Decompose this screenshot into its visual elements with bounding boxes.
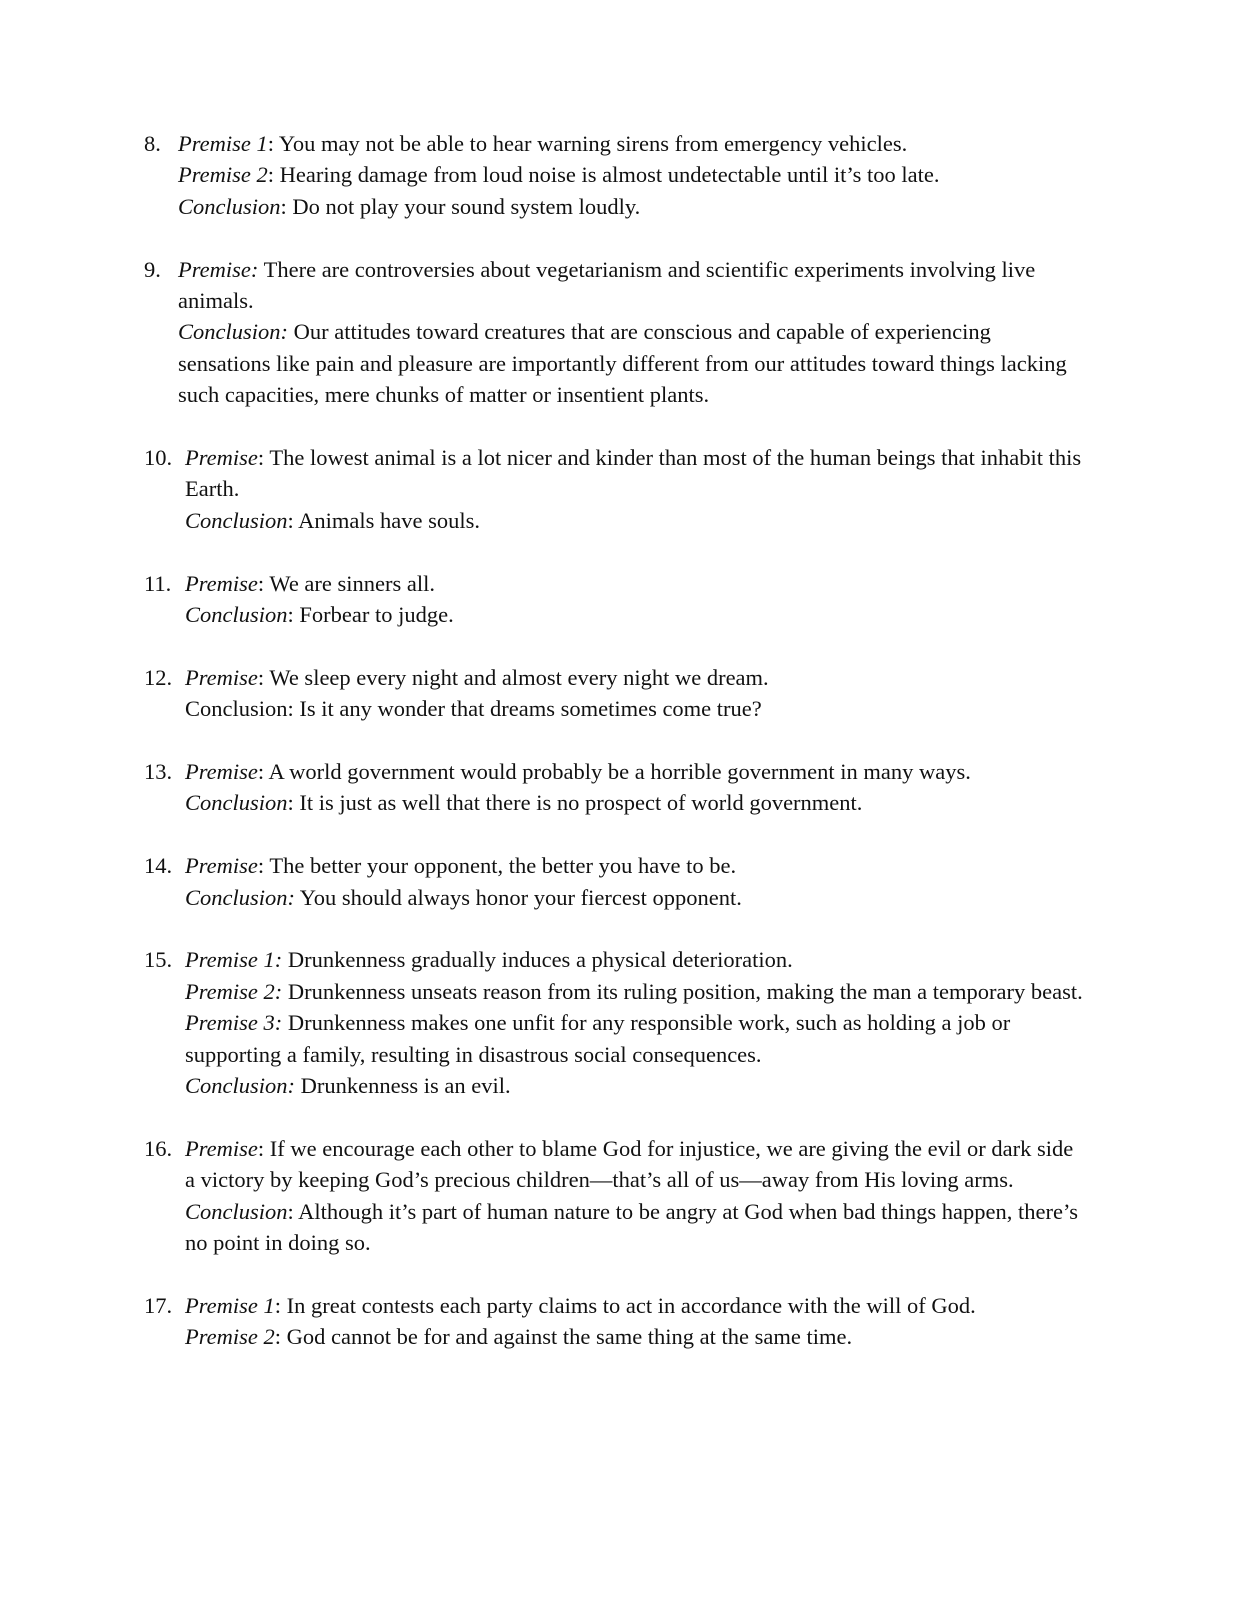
argument-label: Premise 2: bbox=[185, 978, 283, 1004]
argument-label: Conclusion: bbox=[185, 884, 295, 910]
argument-label: Premise 1 bbox=[178, 131, 268, 156]
argument-text: Drunkenness is an evil. bbox=[300, 1073, 511, 1099]
label-separator: : bbox=[257, 759, 269, 785]
label-separator: : bbox=[274, 1324, 287, 1350]
item-number: 17. bbox=[144, 1292, 173, 1318]
list-item bbox=[0, 1290, 1083, 1353]
argument-text: It is just as well that there is no prospect of world government. bbox=[299, 790, 863, 816]
argument-line bbox=[185, 1290, 1083, 1321]
argument-text: Our attitudes toward creatures that are conscious and capable of experiencing sensations like pain and pleasure are importantly different from our attitudes toward things lacking such capacities, mere chunks of matter or insentient plants. bbox=[178, 319, 1067, 408]
argument-label: Conclusion bbox=[185, 507, 288, 533]
argument-text: A world government would probably be a horrible government in many ways. bbox=[268, 759, 971, 785]
list-item bbox=[0, 254, 1083, 411]
argument-text: There are controversies about vegetarianism and scientific experiments involving live animals. bbox=[178, 256, 1036, 314]
argument-line bbox=[185, 662, 1083, 693]
label-separator: : bbox=[274, 1292, 287, 1318]
argument-line bbox=[185, 568, 1083, 599]
argument-line bbox=[178, 159, 1083, 190]
argument-line bbox=[185, 976, 1083, 1007]
argument-text: If we encourage each other to blame God for injustice, we are giving the evil or dark side a victory by keeping God’s precious children—that’s all of us—away from His loving arms. bbox=[185, 1135, 1074, 1193]
argument-line bbox=[185, 756, 1083, 787]
argument-line bbox=[185, 1007, 1083, 1070]
item-number: 8. bbox=[144, 131, 161, 156]
label-separator: : bbox=[287, 507, 299, 533]
list-item bbox=[0, 442, 1083, 536]
argument-text: In great contests each party claims to act in accordance with the will of God. bbox=[286, 1292, 976, 1318]
argument-line bbox=[185, 882, 1083, 913]
argument-label: Premise 2 bbox=[178, 162, 268, 188]
argument-text: Hearing damage from loud noise is almost undetectable until it’s too late. bbox=[279, 162, 940, 188]
argument-line bbox=[178, 128, 1083, 159]
argument-label: Premise 3: bbox=[185, 1010, 283, 1036]
argument-text: Although it’s part of human nature to be angry at God when bad things happen, there’s no point in doing so. bbox=[185, 1198, 1078, 1256]
argument-label: Premise bbox=[185, 853, 258, 879]
label-separator: : bbox=[267, 131, 279, 156]
label-separator: : bbox=[257, 1135, 270, 1161]
label-separator: : bbox=[257, 445, 270, 471]
list-item bbox=[0, 756, 1083, 819]
label-separator: : bbox=[287, 1198, 299, 1224]
argument-text: The better your opponent, the better you have to be. bbox=[269, 853, 737, 879]
item-number: 10. bbox=[144, 445, 173, 471]
item-number: 9. bbox=[144, 256, 161, 282]
argument-text: Forbear to judge. bbox=[299, 602, 454, 628]
argument-label: Conclusion bbox=[185, 696, 288, 722]
argument-line bbox=[185, 944, 1083, 975]
argument-text: We are sinners all. bbox=[269, 570, 436, 596]
item-number: 11. bbox=[144, 570, 172, 596]
argument-text: Drunkenness gradually induces a physical deterioration. bbox=[287, 947, 793, 973]
argument-line bbox=[185, 599, 1083, 630]
list-item bbox=[0, 1133, 1083, 1259]
label-separator: : bbox=[287, 696, 300, 722]
label-separator: : bbox=[257, 570, 270, 596]
list-item bbox=[0, 944, 1083, 1101]
argument-text: God cannot be for and against the same thing at the same time. bbox=[286, 1324, 853, 1350]
argument-label: Premise 1 bbox=[185, 1292, 275, 1318]
argument-text: Animals have souls. bbox=[298, 507, 481, 533]
argument-label: Conclusion: bbox=[185, 1073, 295, 1099]
argument-label: Premise bbox=[185, 445, 258, 471]
argument-label: Premise 2 bbox=[185, 1324, 275, 1350]
argument-label: Conclusion bbox=[178, 193, 281, 219]
argument-line bbox=[185, 1133, 1083, 1196]
argument-label: Conclusion: bbox=[178, 319, 288, 345]
label-separator: : bbox=[257, 664, 270, 690]
argument-line bbox=[178, 316, 1083, 410]
argument-line bbox=[185, 505, 1083, 536]
list-item bbox=[0, 568, 1083, 631]
argument-text: You should always honor your fiercest opponent. bbox=[299, 884, 742, 910]
argument-text: We sleep every night and almost every night we dream. bbox=[269, 664, 769, 690]
argument-text: Drunkenness unseats reason from its ruling position, making the man a temporary beast. bbox=[287, 978, 1083, 1004]
list-item bbox=[0, 662, 1083, 725]
argument-text: Do not play your sound system loudly. bbox=[292, 193, 641, 219]
argument-label: Premise bbox=[185, 1135, 258, 1161]
argument-line bbox=[178, 254, 1083, 317]
argument-text: Drunkenness makes one unfit for any responsible work, such as holding a job or supporting a family, resulting in disastrous social consequences. bbox=[185, 1010, 1011, 1067]
label-separator: : bbox=[287, 790, 300, 816]
item-number: 12. bbox=[144, 664, 173, 690]
item-number: 15. bbox=[144, 947, 173, 973]
label-separator: : bbox=[267, 162, 280, 188]
argument-text: Is it any wonder that dreams sometimes come true? bbox=[299, 696, 762, 722]
document-page bbox=[0, 128, 1236, 1384]
argument-text: You may not be able to hear warning sirens from emergency vehicles. bbox=[278, 131, 908, 156]
argument-label: Premise bbox=[185, 759, 258, 785]
item-number: 13. bbox=[144, 759, 173, 785]
argument-line bbox=[185, 693, 1083, 724]
list-item bbox=[0, 850, 1083, 913]
argument-line bbox=[185, 787, 1083, 818]
argument-label: Premise bbox=[185, 570, 258, 596]
argument-label: Conclusion bbox=[185, 790, 288, 816]
label-separator: : bbox=[257, 853, 270, 879]
argument-text: The lowest animal is a lot nicer and kinder than most of the human beings that inhabit this Earth. bbox=[185, 445, 1082, 502]
argument-line bbox=[185, 1070, 1083, 1101]
label-separator: : bbox=[287, 602, 300, 628]
argument-label: Conclusion bbox=[185, 1198, 288, 1224]
list-item bbox=[0, 128, 1083, 222]
argument-line bbox=[185, 1196, 1083, 1259]
argument-line bbox=[178, 191, 1083, 222]
label-separator: : bbox=[280, 193, 293, 219]
item-number: 16. bbox=[144, 1135, 173, 1161]
argument-label: Premise 1: bbox=[185, 947, 283, 973]
argument-line bbox=[185, 1321, 1083, 1352]
argument-label: Conclusion bbox=[185, 602, 288, 628]
argument-line bbox=[185, 850, 1083, 881]
argument-line bbox=[185, 442, 1083, 505]
item-number: 14. bbox=[144, 853, 173, 879]
argument-label: Premise bbox=[185, 664, 258, 690]
argument-label: Premise: bbox=[178, 256, 259, 282]
